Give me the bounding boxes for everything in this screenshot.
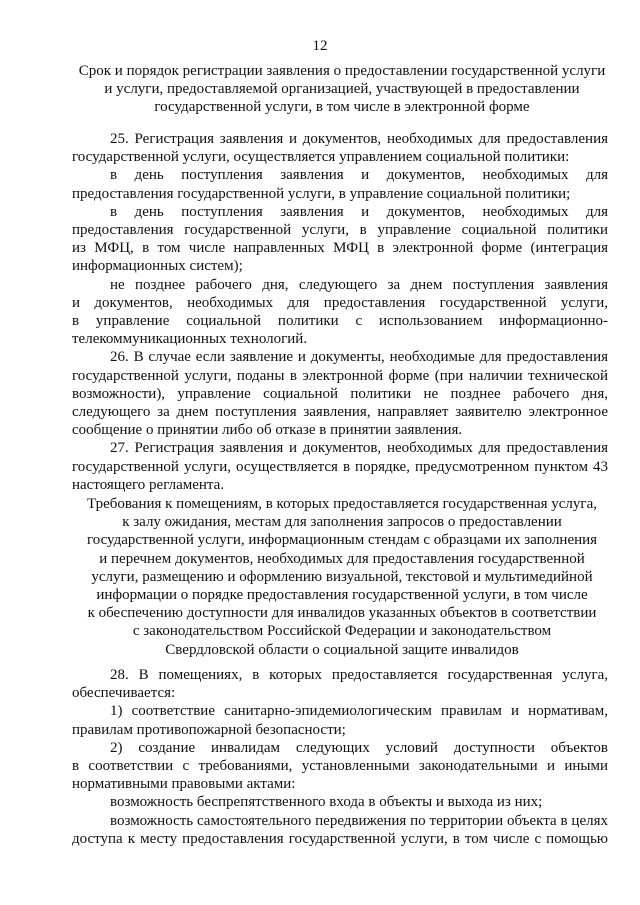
text-line: 28. В помещениях, в которых предоставляется государственная услуга, [110,667,608,683]
text-line: 25. Регистрация заявления и документов, необходимых для предоставления [110,131,608,147]
heading-line: информации о порядке предоставления государственной услуги, в том числе [96,587,588,604]
text-line: возможность самостоятельного передвижения по территории объекта в целях [110,812,608,829]
section-body-registration [72,130,608,494]
heading-line: государственной услуги, информационным стендам с образцами их заполнения [86,532,598,549]
text-line: в день поступления заявления и документов, необходимых для [110,203,608,220]
text-line: настоящего регламента. [72,476,225,493]
text-line: предоставления государственной услуги, в управление социальной политики [72,222,608,239]
text-line: в день поступления заявления и документов, необходимых для [110,167,608,184]
heading-line: к обеспечению доступности для инвалидов указанных объектов в соответствии [87,605,597,622]
text-line: не позднее рабочего дня, следующего за днем поступления заявления [110,276,608,293]
paragraph-25 [72,130,608,166]
text-line: доступа к месту предоставления государственной услуги, в том числе с помощью [72,830,608,847]
text-line: нормативными правовыми актами: [72,776,296,793]
paragraph-28 [72,666,608,702]
heading-line: государственной услуги, в том числе в электронной форме [154,99,530,116]
heading-line: услуги, размещению и оформлению визуальной, текстовой и мультимедийной [91,568,593,585]
text-line: возможности), управление социальной политики не позднее рабочего дня, [72,385,608,402]
paragraph-25-item-1 [72,166,608,202]
paragraph-28-item-1 [72,702,608,738]
text-line: телекоммуникационных технологий. [72,331,308,348]
text-line: в управление социальной политики с использованием информационно- [72,313,608,330]
heading-line: Свердловской области о социальной защите инвалидов [165,641,519,658]
text-line: 2) создание инвалидам следующих условий доступности объектов [110,739,608,756]
text-line: возможность беспрепятственного входа в объекты и выхода из них; [110,794,543,811]
text-line: государственной услуги, поданы в электронной форме (при наличии технической [72,367,608,384]
section-heading-premises [72,495,612,659]
text-line: из МФЦ, в том числе направленных МФЦ в электронной форме (интеграция [72,240,608,257]
heading-line: с законодательством Российской Федерации и законодательством [132,623,552,640]
heading-line: Требования к помещениям, в которых предоставляется государственная услуга, [87,496,597,512]
paragraph-28-item-2-b [72,812,608,848]
paragraph-26 [72,348,608,439]
heading-line: Срок и порядок регистрации заявления о предоставлении государственной услуги [78,63,606,79]
text-line: предоставления государственной услуги, в управление социальной политики; [72,185,571,202]
text-line: 1) соответствие санитарно-эпидемиологическим правилам и нормативам, [110,703,608,720]
heading-line: и перечнем документов, необходимых для предоставления государственной [99,550,585,567]
section-body-premises [72,666,608,848]
paragraph-28-item-2 [72,739,608,794]
text-line: государственной услуги, осуществляется в порядке, предусмотренном пунктом 43 [72,458,608,475]
text-line: обеспечивается: [72,685,176,702]
text-line: 27. Регистрация заявления и документов, необходимых для предоставления [110,440,608,457]
section-heading-registration [72,62,612,117]
text-line: и документов, необходимых для предоставления государственной услуги, [72,294,608,311]
text-line: следующего за днем поступления заявления, направляет заявителю электронное [72,404,608,421]
text-line: информационных систем); [72,258,243,275]
paragraph-25-item-3 [72,276,608,349]
text-line: в соответствии с требованиями, установленными законодательными и иными [72,758,608,775]
paragraph-25-item-2 [72,203,608,276]
text-line: сообщение о принятии либо об отказе в принятии заявления. [72,422,463,439]
paragraph-27 [72,439,608,494]
paragraph-28-item-2-a [72,793,608,811]
text-line: 26. В случае если заявление и документы, необходимые для предоставления [110,349,608,366]
heading-line: и услуги, предоставляемой организацией, участвующей в предоставлении [104,81,580,98]
text-line: правилам противопожарной безопасности; [72,721,346,738]
heading-line: к залу ожидания, местам для заполнения запросов о предоставлении [122,514,562,531]
page-number: 12 [312,38,328,54]
text-line: государственной услуги, осуществляется управлением социальной политики: [72,149,570,166]
